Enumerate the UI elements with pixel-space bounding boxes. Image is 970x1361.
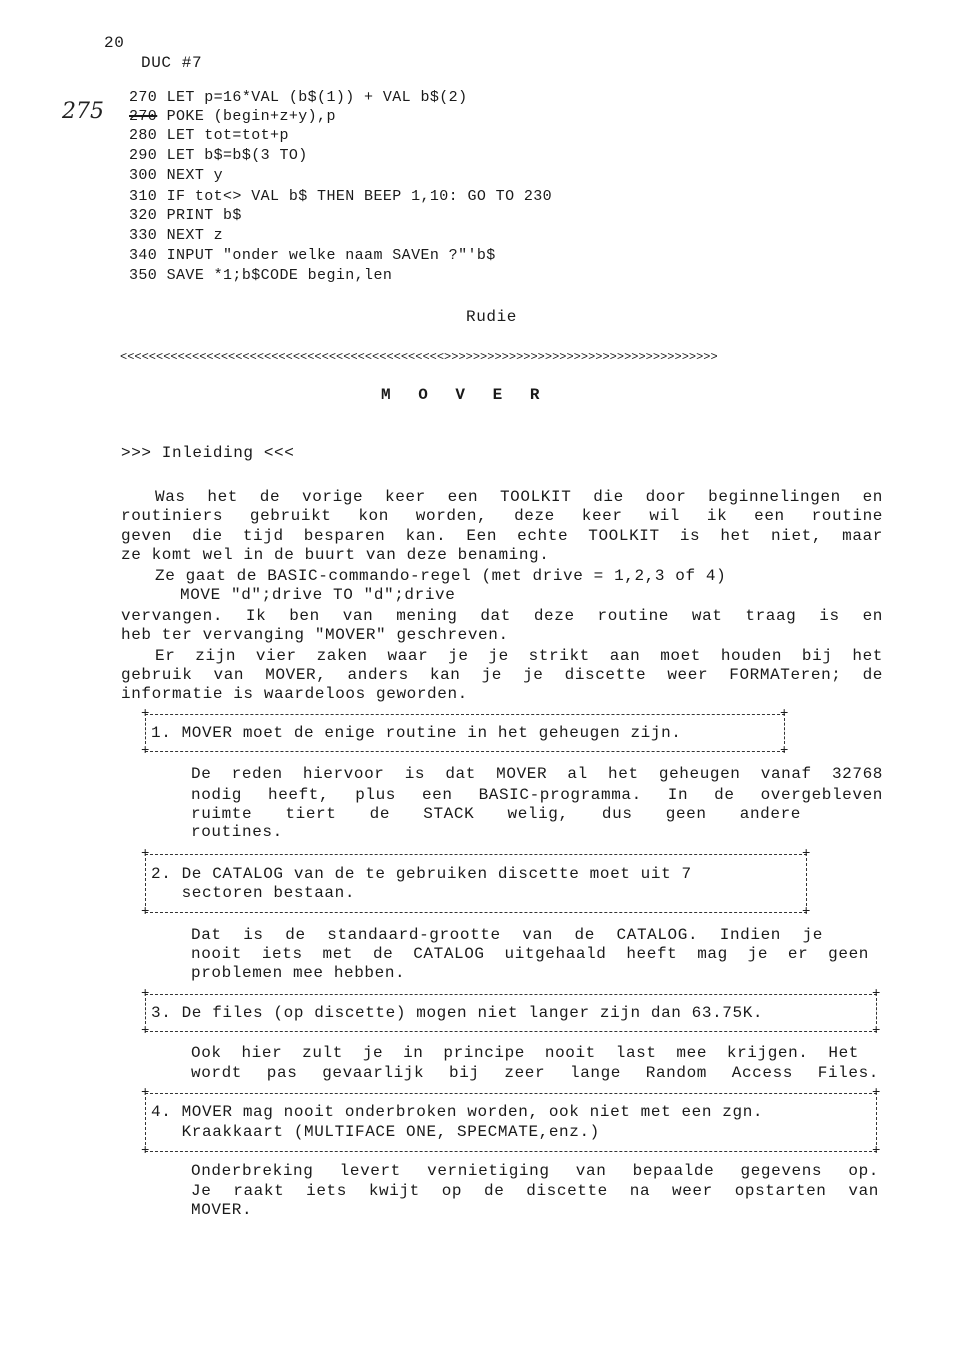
handwritten-correction: 275 <box>62 99 104 124</box>
text-line: routiniers gebruikt kon worden, deze keer wil ik een routine <box>121 507 883 525</box>
text-line: Dat is de standaard-grootte van de CATALOG. Indien je <box>191 926 823 944</box>
code-statement: NEXT y <box>166 167 224 184</box>
text-line: problemen mee hebben. <box>191 964 406 982</box>
text-line: ze komt wel in de buurt van deze benaming. <box>121 546 550 564</box>
code-statement: LET p=16*VAL (b$(1)) + VAL b$(2) <box>166 89 468 106</box>
text-line: geven die tijd besparen kan. Een echte TOOLKIT is het niet, maar <box>121 527 883 545</box>
article-title: M O V E R <box>381 386 549 404</box>
issue-header: DUC #7 <box>141 54 203 72</box>
text-line: heb ter vervanging "MOVER" geschreven. <box>121 626 509 644</box>
rule-box-1: + + + + 1. MOVER moet de enige routine in het geheugen zijn. <box>141 706 789 759</box>
line-number: 290 <box>129 147 158 164</box>
line-number: 280 <box>129 127 158 144</box>
text-line: MOVE "d";drive TO "d";drive <box>180 586 456 604</box>
rule-text: sectoren bestaan. <box>151 884 356 902</box>
code-statement: NEXT z <box>166 227 224 244</box>
text-line: ruimte tiert de STACK welig, dus geen andere <box>191 805 801 823</box>
code-statement: POKE (begin+z+y),p <box>166 108 336 125</box>
text-line: nodig heeft, plus een BASIC-programma. In de overgebleven <box>191 786 883 804</box>
code-statement: LET tot=tot+p <box>166 127 289 144</box>
rule-box-3: + + + + 3. De files (op discette) mogen niet langer zijn dan 63.75K. <box>141 986 881 1039</box>
text-line: gebruik van MOVER, anders kan je je discette weer FORMATeren; de <box>121 666 883 684</box>
rule-text: Kraakkaart (MULTIFACE ONE, SPECMATE,enz.) <box>151 1123 600 1141</box>
text-line: Je raakt iets kwijt op de discette na weer opstarten van <box>191 1182 879 1200</box>
text-line: routines. <box>191 823 283 841</box>
text-line: Er zijn vier zaken waar je je strikt aan moet houden bij het <box>155 647 883 665</box>
code-statement: IF tot<> VAL b$ THEN BEEP 1,10: GO TO 230 <box>166 188 553 205</box>
separator-line: <<<<<<<<<<<<<<<<<<<<<<<<<<<<<<<<<<<<<<<<<<<<<>>>>>>>>>>>>>>>>>>>>>>>>>>>>>>>>>>>>>> <box>120 350 718 364</box>
text-line: Ze gaat de BASIC-commando-regel (met drive = 1,2,3 of 4) <box>155 567 727 585</box>
section-heading: >>> Inleiding <<< <box>121 444 295 462</box>
text-line: nooit iets met de CATALOG uitgehaald heeft mag je er geen <box>191 945 869 963</box>
code-statement: SAVE *1;b$CODE begin,len <box>166 267 393 284</box>
rule-box-2: + + + + 2. De CATALOG van de te gebruiken discette moet uit 7 sectoren bestaan. <box>141 846 811 920</box>
text-line: wordt pas gevaarlijk bij zeer lange Random Access Files. <box>191 1064 879 1082</box>
rule-text: 1. MOVER moet de enige routine in het geheugen zijn. <box>151 724 682 742</box>
line-number: 270 <box>129 89 158 106</box>
author-signature: Rudie <box>466 308 518 326</box>
rule-text: 2. De CATALOG van de te gebruiken discette moet uit 7 <box>151 865 692 883</box>
page-number: 20 <box>104 34 125 52</box>
code-statement: PRINT b$ <box>166 207 242 224</box>
text-line: Ook hier zult je in principe nooit last mee krijgen. Het <box>191 1044 859 1062</box>
code-statement: INPUT "onder welke naam SAVEn ?"'b$ <box>166 247 496 264</box>
line-number: 350 <box>129 267 158 284</box>
text-line: MOVER. <box>191 1201 253 1219</box>
text-line: De reden hiervoor is dat MOVER al het geheugen vanaf 32768 <box>191 765 883 783</box>
line-number: 310 <box>129 188 158 205</box>
text-line: Was het de vorige keer een TOOLKIT die door beginnelingen en <box>155 488 883 506</box>
line-number: 300 <box>129 167 158 184</box>
rule-text: 4. MOVER mag nooit onderbroken worden, ook niet met een zgn. <box>151 1103 764 1121</box>
text-line: Onderbreking levert vernietiging van bepaalde gegevens op. <box>191 1162 879 1180</box>
struck-line-number: 270 <box>129 108 158 125</box>
text-line: vervangen. Ik ben van mening dat deze routine wat traag is en <box>121 607 883 625</box>
line-number: 320 <box>129 207 158 224</box>
rule-box-4: + + + + 4. MOVER mag nooit onderbroken worden, ook niet met een zgn. Kraakkaart (MULTIFACE ONE, SPECMATE,enz.) <box>141 1085 881 1159</box>
line-number: 330 <box>129 227 158 244</box>
text-line: informatie is waardeloos geworden. <box>121 685 468 703</box>
line-number: 340 <box>129 247 158 264</box>
rule-text: 3. De files (op discette) mogen niet langer zijn dan 63.75K. <box>151 1004 764 1022</box>
code-statement: LET b$=b$(3 TO) <box>166 147 308 164</box>
